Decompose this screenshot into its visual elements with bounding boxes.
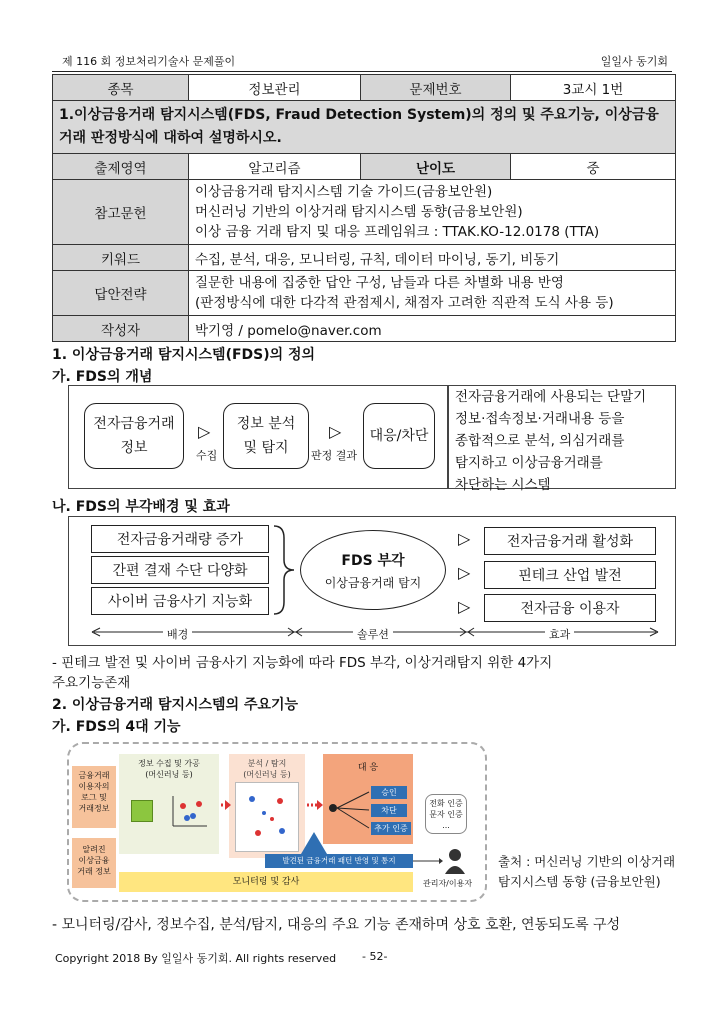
axis-label-effect: 효과 (545, 626, 574, 642)
axis-label-background: 배경 (163, 626, 192, 642)
author-label: 작성자 (53, 316, 189, 342)
triangle-arrow-icon: ▷ (198, 422, 211, 441)
fds-function-figure (67, 742, 487, 902)
triangle-arrow-icon: ▷ (458, 529, 471, 548)
response-block: 차단 (371, 804, 407, 817)
admin-user-label: 관리자/이용자 (423, 879, 473, 888)
page-header (52, 52, 672, 70)
strategy-label: 답안전략 (53, 271, 189, 316)
figure-box-known-fraud: 알려진 이상금융 거래 정보 (72, 838, 116, 888)
subject-value: 정보관리 (189, 75, 361, 101)
axis-label-solution: 솔루션 (353, 626, 393, 642)
effect-item: 핀테크 산업 발전 (484, 561, 656, 589)
figure-box-user-logs: 금융거래 이용자의 로그 및 거래정보 (72, 766, 116, 828)
background-item: 간편 결재 수단 다양화 (91, 556, 269, 584)
references (189, 180, 676, 245)
triangle-arrow-icon: ▷ (329, 422, 342, 441)
background-item: 전자금융거래량 증가 (91, 525, 269, 553)
reference-item: 이상금융거래 탐지시스템 기술 가이드(금융보안원) (195, 184, 493, 200)
section-1b-title: 나. FDS의 부각배경 및 효과 (52, 499, 230, 515)
arrow-label-collect: 수집 (196, 449, 218, 462)
question-text: 1.이상금융거래 탐지시스템(FDS, Fraud Detection System)의 정의 및 주요기능, 이상금융거래 판정방식에 대하여 설명하시오. (53, 101, 676, 154)
brace-icon (270, 524, 300, 616)
author-value: 박기영 / pomelo@naver.com (189, 316, 676, 342)
background-note: - 핀테크 발전 및 사이버 금융사기 지능화에 따라 FDS 부각, 이상거래탐지 위한 4가지 (52, 655, 553, 671)
area-value: 알고리즘 (189, 154, 361, 180)
question-number-label: 문제번호 (361, 75, 511, 101)
concept-box-analysis: 정보 분석 및 탐지 (223, 403, 309, 469)
triangle-arrow-icon: ▷ (458, 597, 471, 616)
background-item: 사이버 금융사기 지능화 (91, 587, 269, 615)
concept-box-response: 대응/차단 (363, 403, 435, 469)
response-approve: 승인 (371, 786, 407, 799)
section-1-title: 1. 이상금융거래 탐지시스템(FDS)의 정의 (52, 347, 316, 363)
header-org: 일일사 동기회 (600, 55, 668, 68)
function-summary-note: - 모니터링/감사, 정보수집, 분석/탐지, 대응의 주요 기능 존재하며 상호 호환, 연동되도록 구성 (52, 917, 621, 933)
feedback-triangle-icon (299, 830, 329, 856)
concept-description: 전자금융거래에 사용되는 단말기 정보·접속정보·거래내용 등을 종합적으로 분석, 의심거래를 탐지하고 이상금융거래를 차단하는 시스템 (455, 389, 647, 493)
page-number: - 52- (362, 950, 388, 963)
background-note-continued: 주요기능존재 (52, 675, 131, 691)
section-2a-title: 가. FDS의 4대 기능 (52, 719, 181, 735)
arrow-to-admin-icon (413, 858, 443, 864)
strategy-line: 질문한 내용에 집중한 답안 구성, 남들과 다른 차별화 내용 반영 (195, 275, 564, 291)
figure-panel-collect: 정보 수집 및 가공 (머신러닝 등) (119, 754, 219, 854)
difficulty-label: 난이도 (361, 154, 511, 180)
difficulty-value: 중 (511, 154, 676, 180)
header-title: 제 116 회 정보처리기술사 문제풀이 (62, 55, 236, 68)
question-info-table (52, 74, 676, 342)
area-label: 출제영역 (53, 154, 189, 180)
section-2-title: 2. 이상금융거래 탐지시스템의 주요기능 (52, 697, 299, 713)
user-person-icon (443, 848, 467, 874)
reference-item: 머신러닝 기반의 이상거래 탐지시스템 동향(금융보안원) (195, 204, 523, 220)
arrow-label-result: 판정 결과 (311, 449, 358, 462)
analysis-charts-icon (235, 782, 299, 852)
header-divider (52, 71, 672, 72)
keywords-label: 키워드 (53, 245, 189, 271)
flow-arrows-icon (221, 798, 325, 812)
data-cube-icon (131, 800, 153, 822)
auth-methods-box: 전화 인증 문자 인증 ... (425, 794, 467, 834)
branch-arrows-icon (327, 782, 373, 838)
fds-emergence-subtitle: 이상금융거래 탐지 (324, 575, 422, 590)
subject-label: 종목 (53, 75, 189, 101)
monitoring-bar: 모니터링 및 감사 (119, 872, 413, 892)
effect-item: 전자금융 이용자 (484, 594, 656, 622)
strategy (189, 271, 676, 316)
reference-item: 이상 금융 거래 탐지 및 대응 프레임워크 : TTAK.KO-12.0178 (TTA) (195, 224, 600, 240)
footer-copyright: Copyright 2018 By 일일사 동기회. All rights reserved (55, 952, 337, 965)
concept-box-transaction-info: 전자금융거래 정보 (84, 403, 184, 469)
keywords-value: 수집, 분석, 대응, 모니터링, 규칙, 데이터 마이닝, 동기, 비동기 (189, 245, 676, 271)
fds-emergence-title: FDS 부각 (341, 552, 405, 569)
figure-panel-analysis: 분석 / 탐지 (머신러닝 등) (229, 754, 305, 858)
question-number-value: 3교시 1번 (511, 75, 676, 101)
response-extra-auth: 추가 인증 (371, 822, 411, 835)
triangle-arrow-icon: ▷ (458, 563, 471, 582)
effect-item: 전자금융거래 활성화 (484, 527, 656, 555)
figure-source: 출처 : 머신러닝 기반의 이상거래 탐지시스템 동향 (금융보안원) (498, 854, 676, 889)
section-1a-title: 가. FDS의 개념 (52, 369, 153, 385)
strategy-line: (판정방식에 대한 다각적 관점제시, 채점자 고려한 직관적 도식 사용 등) (195, 295, 614, 311)
feedback-bar: 발견된 금융거래 패턴 반영 및 통지 (265, 854, 413, 868)
scatter-plot-icon (169, 794, 209, 830)
fds-emergence-ellipse (300, 530, 446, 610)
figure-panel-response: 대 응 (323, 754, 413, 844)
references-label: 참고문헌 (53, 180, 189, 245)
